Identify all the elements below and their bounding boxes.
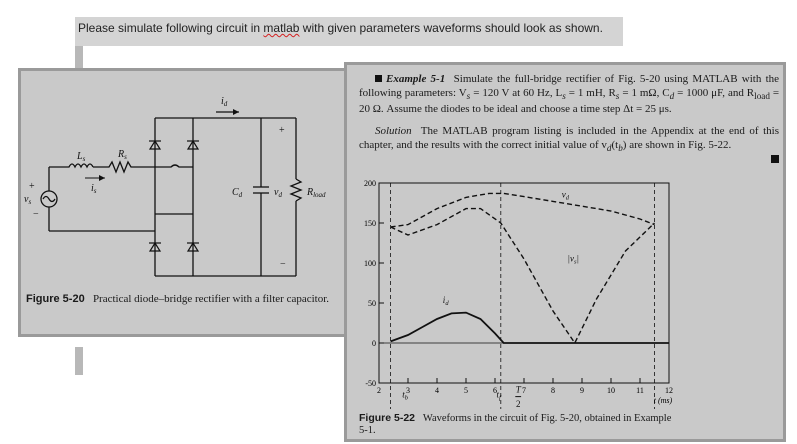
- svg-text:−: −: [33, 209, 39, 220]
- x-tick-label: 9: [580, 386, 584, 395]
- y-tick-label: -50: [365, 379, 376, 388]
- label-rs: $R_s$: [118, 149, 127, 161]
- x-tick-label: 6: [493, 386, 497, 395]
- label-vd: $v_d$: [274, 187, 282, 199]
- y-tick-label: 100: [364, 259, 376, 268]
- label-ls: $L_s$: [77, 151, 86, 163]
- circuit-diagram: [21, 71, 346, 286]
- example-statement: Example 5-1 Simulate the full-bridge rectifier of Fig. 5-20 using MATLAB with the following parameters: $V_s = 120$ V at 60 Hz, $L_s = 1$ mH, $R_s = 1$ mΩ, $C_d = 1000$ μF, and $R_{load} = 20$ Ω. Assume the diodes to be ideal and choose a time step Δt = 25 μs.: [359, 73, 780, 116]
- label-id: $i_d$: [221, 96, 228, 108]
- figure-5-20-caption: Figure 5-20 Practical diode–bridge rectifier with a filter capacitor.: [26, 293, 330, 305]
- inductor-ls: [49, 164, 93, 167]
- annotation-tf: $t_f$: [496, 389, 501, 402]
- label-cd: $C_d$: [232, 187, 243, 199]
- left-stub-top: [75, 46, 83, 70]
- svg-text:+: +: [29, 181, 35, 192]
- left-stub-bottom: [75, 347, 83, 375]
- x-tick-label: 12: [665, 386, 673, 395]
- example-panel: [344, 62, 786, 442]
- x-tick-label: 4: [435, 386, 439, 395]
- instruction-banner: [75, 17, 623, 46]
- end-square: [771, 155, 779, 163]
- y-tick-label: 200: [364, 179, 376, 188]
- resistor-rs: [93, 162, 155, 172]
- figure-5-22-caption: Figure 5-22 Waveforms in the circuit of Fig. 5-20, obtained in Example 5-1.: [359, 412, 672, 436]
- x-tick-label: 11: [636, 386, 644, 395]
- y-tick-label: 50: [368, 299, 376, 308]
- annotation-half-T-top: T: [515, 384, 521, 395]
- instruction-text: Please simulate following circuit in matlab with given parameters waveforms should look as shown.: [78, 21, 603, 35]
- annotation-id: $i_d$: [442, 295, 449, 307]
- label-rload: $R_{load}$: [307, 187, 326, 199]
- x-tick-label: 8: [551, 386, 555, 395]
- bullet-square: [375, 75, 382, 82]
- x-axis-label: t (ms): [653, 396, 673, 405]
- resistor-rload: [291, 179, 301, 201]
- x-tick-label: 2: [377, 386, 381, 395]
- series-id: [391, 313, 669, 343]
- solution-text: Solution The MATLAB program listing is included in the Appendix at the end of this chapter, and the results with the correct initial value of $v_d(t_b)$ are shown in Fig. 5-22.: [359, 125, 779, 153]
- x-tick-label: 7: [522, 386, 526, 395]
- annotation-tb: $t_b$: [402, 389, 408, 402]
- x-tick-label: 10: [607, 386, 615, 395]
- label-vs: $v_s$: [24, 194, 32, 206]
- misspelled-word: matlab: [263, 21, 300, 35]
- annotation-half-T-bottom: 2: [515, 399, 521, 409]
- circuit-figure-panel: [18, 68, 349, 337]
- waveform-chart: [347, 177, 783, 417]
- x-tick-label: 5: [464, 386, 468, 395]
- annotation-vs-abs: $|v_s|$: [567, 253, 579, 266]
- x-tick-label: 3: [406, 386, 410, 395]
- label-is: $i_s$: [91, 183, 97, 195]
- y-tick-label: 150: [364, 219, 376, 228]
- svg-text:−: −: [280, 259, 286, 270]
- annotation-vd: $v_d$: [561, 189, 569, 202]
- svg-text:+: +: [279, 125, 285, 136]
- series-vd: [391, 193, 655, 227]
- y-tick-label: 0: [372, 339, 376, 348]
